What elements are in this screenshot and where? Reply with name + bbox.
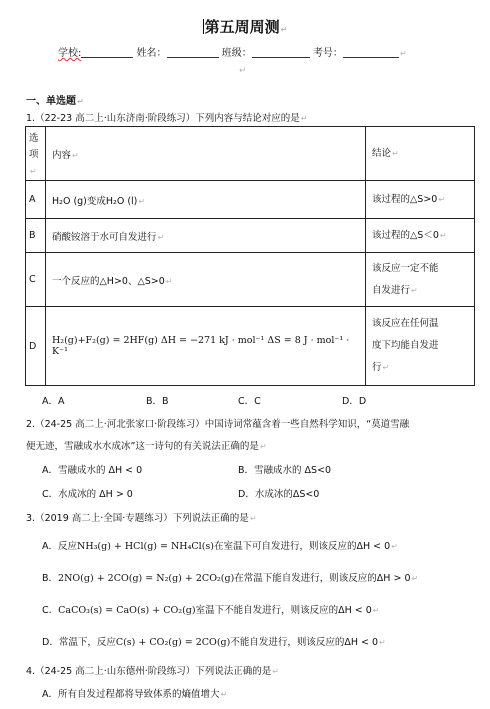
table-header-row (26, 127, 475, 181)
content-cell: 一个反应的△H>0、△S>0↵ (46, 253, 366, 307)
name-label: 姓名： (136, 48, 167, 59)
q3-choice-c[interactable]: C．CaCO₃(s) = CaO(s) + CO₂(g)室温下不能自发进行，则该反应的ΔH < 0↵ (42, 605, 380, 616)
school-blank (81, 47, 133, 58)
conclusion-cell: 该过程的△S>0↵ (366, 181, 475, 219)
table-row-d (26, 307, 475, 386)
q3-choice-a[interactable]: A．反应NH₃(g) + HCl(g) = NH₄Cl(s)在室温下可自发进行，则该反应的ΔH < 0↵ (42, 541, 398, 552)
question-1-stem: 1.（22-23 高二上·山东济南·阶段练习）下列内容与结论对应的是↵ (26, 113, 308, 124)
q1-choice-d[interactable]: D．D (342, 396, 367, 407)
question-2-stem-line2: 便无迹，雪融成水水成冰”这一诗句的有关说法正确的是↵ (26, 441, 267, 452)
paragraph-mark-icon: ↵ (399, 49, 407, 58)
paragraph-mark-icon: ↵ (77, 97, 84, 106)
q1-choice-a[interactable]: A．A (42, 396, 65, 407)
class-blank (252, 47, 310, 58)
exam-no-label: 考号： (312, 48, 343, 59)
q4-choice-a[interactable]: A．所有自发过程都将导致体系的熵值增大↵ (42, 689, 228, 700)
exam-no-blank (343, 47, 399, 58)
conclusion-cell: 该过程的△S＜0↵ (366, 219, 475, 253)
option-cell: D (26, 307, 46, 386)
class-label: 班级： (221, 48, 252, 59)
content-cell: H₂(g)+F₂(g) = 2HF(g) ΔH = −271 kJ · mol⁻¹ ΔS = 8 J · mol⁻¹ · K⁻¹ (46, 307, 366, 386)
page-title: 第五周周测↵ (204, 18, 288, 36)
table-row-c (26, 253, 475, 307)
q3-choice-b[interactable]: B．2NO(g) + 2CO(g) = N₂(g) + 2CO₂(g)在常温下能自发进行，则该反应的ΔH > 0↵ (42, 573, 419, 584)
q3-choice-d[interactable]: D．常温下，反应C(s) + CO₂(g) = 2CO(g)不能自发进行，则该反应的ΔH < 0↵ (42, 637, 386, 648)
table-row-a (26, 181, 475, 219)
student-info-line (58, 44, 407, 59)
paragraph-mark-icon: ↵ (280, 25, 288, 34)
text-cursor (203, 19, 204, 34)
question-4-stem: 4.（24-25 高二上·山东德州·阶段练习）下列说法正确的是↵ (26, 666, 279, 677)
question-3-stem: 3.（2019 高二上·全国·专题练习）下列说法正确的是↵ (26, 513, 257, 524)
q1-choice-c[interactable]: C．C (238, 396, 261, 407)
header-content-cell: 内容↵ (46, 127, 366, 181)
paragraph-mark-icon: ↵ (239, 66, 247, 76)
conclusion-cell: 该反应一定不能 自发进行↵ (366, 253, 475, 307)
question-1-table (25, 126, 475, 386)
header-conclusion-cell: 结论↵ (366, 127, 475, 181)
q1-choice-b[interactable]: B．B (146, 396, 169, 407)
header-option-cell: 选 项↵ (26, 127, 46, 181)
conclusion-cell: 该反应在任何温 度下均能自发进 行↵ (366, 307, 475, 386)
table-row-b (26, 219, 475, 253)
paragraph-mark-icon: ↵ (300, 114, 308, 123)
name-blank (167, 47, 219, 58)
q2-choice-c[interactable]: C．水成冰的 ΔH > 0 (42, 489, 133, 500)
school-label: 学校: (58, 48, 82, 59)
option-cell: B (26, 219, 46, 253)
option-cell: C (26, 253, 46, 307)
question-2-stem-line1: 2.（24-25 高二上·河北张家口·阶段练习）中国诗词常蕴含着一些自然科学知识，“莫道雪融 (26, 419, 410, 430)
q2-choice-d[interactable]: D．水成冰的ΔS<0 (238, 489, 320, 500)
q2-choice-a[interactable]: A．雪融成水的 ΔH < 0 (42, 465, 143, 476)
section-heading: 一、单选题↵ (26, 96, 84, 107)
content-cell: 硝酸铵溶于水可自发进行↵ (46, 219, 366, 253)
content-cell: H₂O (g)变成H₂O (l)↵ (46, 181, 366, 219)
q2-choice-b[interactable]: B．雪融成水的 ΔS<0 (238, 465, 332, 476)
option-cell: A (26, 181, 46, 219)
